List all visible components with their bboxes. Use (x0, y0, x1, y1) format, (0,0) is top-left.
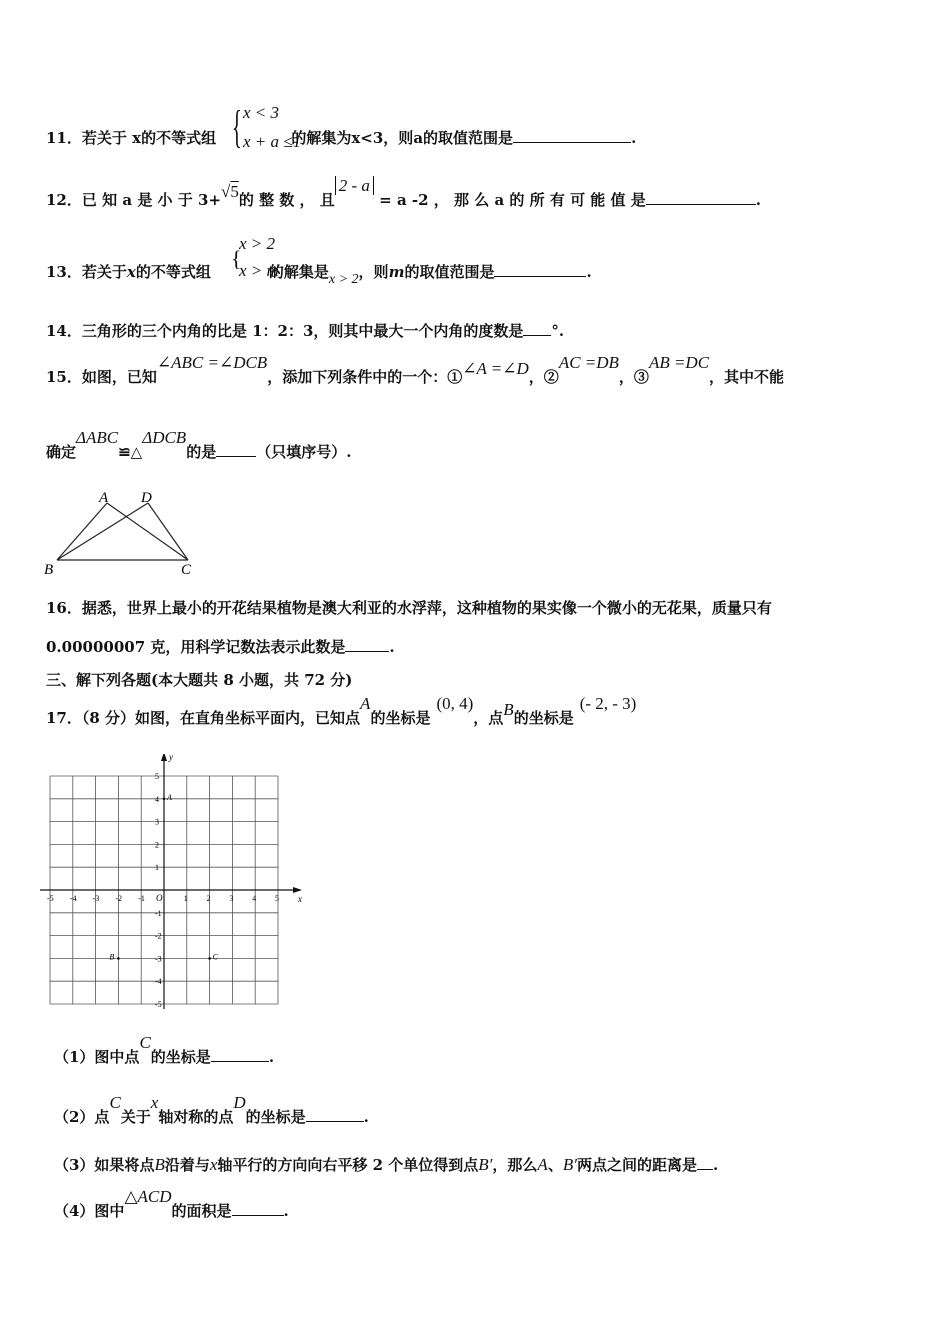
q16-line-2: 0.00000007 克，用科学记数法表示此数是 (46, 638, 346, 656)
question-17 (46, 694, 637, 728)
q11-inequality-1: x < 3 (243, 103, 280, 122)
y-axis-arrow (161, 754, 167, 761)
q12-var-a2: a (494, 191, 505, 209)
y-tick-label: 1 (155, 863, 159, 873)
period: . (283, 1202, 289, 1220)
point-c-marker (208, 957, 211, 960)
axis-x: x (150, 1093, 159, 1112)
answer-blank[interactable] (216, 442, 256, 457)
point-a: A (360, 694, 371, 713)
sub3-text-pre: （3）如果将点 (54, 1156, 155, 1174)
y-tick-label: 3 (155, 817, 159, 827)
q13-text-post: 的解集是 (268, 263, 329, 281)
q12-text-5: 的 所 有 可 能 值 是 (509, 191, 646, 209)
x-axis-arrow (293, 887, 302, 893)
point-b-prime: B′ (478, 1155, 493, 1174)
q15-text-8: （只填序号）. (256, 443, 352, 461)
answer-blank[interactable] (646, 190, 756, 205)
q13-solution: x > 2 (328, 272, 359, 287)
y-tick-label: -4 (155, 977, 162, 987)
point-c: C (109, 1093, 121, 1112)
y-tick-label: 4 (155, 794, 159, 804)
sub-question-3 (54, 1154, 718, 1175)
question-15 (46, 353, 785, 387)
period: . (631, 129, 637, 147)
q13-var-m: m (388, 263, 405, 281)
point-b-label: B (109, 952, 115, 962)
y-tick-label: -1 (155, 908, 162, 918)
x-tick-label: -3 (92, 894, 100, 903)
q13-inequality-1: x > 2 (239, 234, 276, 253)
period: . (586, 263, 592, 281)
question-14 (46, 320, 564, 341)
coord-b: (- 2, - 3) (579, 694, 637, 713)
sub3-text-3: ，那么 (492, 1156, 538, 1174)
congruent-symbol: ≌△ (118, 443, 143, 461)
x-tick-label: 4 (252, 894, 257, 903)
question-number: 12． (46, 191, 82, 209)
q15-text-7: 的是 (186, 443, 217, 461)
sqrt-arg: 5 (230, 182, 239, 201)
sub-question-1 (54, 1033, 275, 1067)
answer-blank[interactable] (513, 128, 631, 143)
sub4-text-post: 的面积是 (171, 1202, 232, 1220)
x-axis-label: x (298, 894, 302, 904)
question-12 (46, 176, 761, 210)
x-tick-label: -4 (69, 894, 77, 903)
q12-text-4: = a -2 ， 那 么 (379, 191, 490, 209)
q13-text-pre: 若关于 (81, 263, 127, 281)
answer-blank[interactable] (345, 637, 389, 652)
answer-blank[interactable] (232, 1201, 284, 1216)
q17-text-4: 的坐标是 (513, 709, 574, 727)
question-16-line-2 (46, 636, 395, 657)
triangle-dcb: ΔDCB (142, 428, 187, 447)
triangle-abc: ΔABC (76, 428, 119, 447)
label-c: C (181, 562, 192, 578)
sub2-text-3: 的坐标是 (245, 1108, 306, 1126)
coordinate-grid (40, 754, 310, 1009)
period: . (363, 1108, 369, 1126)
q13-text-mid: 的不等式组 (135, 263, 211, 281)
q12-text-3: 的 整 数 ， 且 (238, 191, 335, 209)
q11-text-mid: 的不等式组 (141, 129, 217, 147)
q14-text: 14．三角形的三个内角的比是 1：2：3，则其中最大一个内角的度数是 (46, 322, 524, 340)
q11-text-pre: 若关于 (81, 129, 127, 147)
x-tick-label: 3 (229, 894, 234, 903)
q11-var-a: a (413, 129, 424, 147)
sub1-text-pre: （1）图中点 (54, 1048, 140, 1066)
q11-solution: x<3 (351, 129, 384, 147)
question-number: 11． (46, 129, 82, 147)
q17-text-2: 的坐标是 (370, 709, 431, 727)
triangle-acd: △ACD (124, 1187, 172, 1206)
sub3-text-4: 两点之间的距离是 (576, 1156, 697, 1174)
q12-text-1: 已 知 (81, 191, 118, 209)
sub3-sep: 、 (547, 1156, 563, 1174)
axis-x: x (209, 1155, 218, 1174)
q11-inequality-2: x + a ≤1 (243, 132, 302, 151)
y-tick-label: 2 (155, 840, 159, 850)
segment-dc (148, 503, 188, 560)
question-15-line-2 (46, 428, 352, 462)
sub3-text-1: 沿着与 (164, 1156, 210, 1174)
q12-plus: + (208, 191, 222, 209)
x-tick-label: 2 (206, 894, 211, 903)
label-b: B (44, 562, 54, 578)
period: . (712, 1156, 719, 1174)
point-d: D (233, 1093, 246, 1112)
question-number: 13． (46, 263, 82, 281)
q11-text-post: 的解集为 (291, 129, 352, 147)
absolute-value: 2 - a (335, 176, 374, 195)
triangle-figure (40, 486, 210, 581)
q11-text-post3: 的取值范围是 (423, 129, 514, 147)
x-tick-label: -1 (138, 894, 145, 903)
point-a: A (537, 1155, 548, 1174)
answer-blank[interactable] (523, 321, 551, 336)
condition-3: AB =DC (648, 353, 710, 372)
point-b: B (154, 1155, 165, 1174)
q12-three: 3 (198, 191, 209, 209)
point-a-marker (163, 798, 166, 801)
y-tick-label: -3 (155, 954, 162, 964)
segment-ba (57, 503, 107, 560)
condition-1: ∠A =∠D (462, 359, 529, 378)
q17-text-3: ，点 (473, 709, 504, 727)
coord-a: (0, 4) (436, 694, 474, 713)
condition-2: AC =DB (558, 353, 619, 372)
sub1-text-post: 的坐标是 (150, 1048, 211, 1066)
section-title: 三、解下列各题(本大题共 8 小题，共 72 分) (46, 671, 353, 689)
answer-blank[interactable] (697, 1155, 713, 1170)
q15-text-2: ，添加下列条件中的一个：① (267, 368, 463, 386)
system-brace: { (231, 246, 242, 271)
q15-text-3: ，② (528, 368, 559, 386)
point-b: B (503, 700, 514, 719)
sub2-text-2: 轴对称的点 (158, 1108, 234, 1126)
y-tick-label: -5 (155, 1000, 162, 1009)
system-brace: { (232, 101, 242, 152)
label-d: D (141, 490, 152, 506)
answer-blank[interactable] (211, 1047, 269, 1062)
sub2-text-pre: （2）点 (54, 1108, 110, 1126)
sub3-text-2: 轴平行的方向向右平移 2 个单位得到点 (217, 1156, 479, 1174)
question-16 (46, 597, 772, 618)
degree-period: °. (551, 322, 565, 340)
point-c: C (139, 1033, 151, 1052)
answer-blank[interactable] (306, 1107, 364, 1122)
q11-text-post2: ，则 (383, 129, 414, 147)
q15-given: ∠ABC =∠DCB (156, 353, 268, 372)
sub-question-2 (54, 1093, 369, 1127)
q15-text-6: 确定 (46, 443, 77, 461)
x-tick-label: 5 (275, 894, 279, 903)
label-a: A (99, 490, 109, 506)
sub-question-4 (54, 1187, 289, 1221)
q13-inequality-2: x > m (239, 261, 279, 280)
q15-text-1: 15．如图，已知 (46, 368, 157, 386)
sub4-text-pre: （4）图中 (54, 1202, 125, 1220)
segment-bd (57, 503, 148, 560)
y-tick-label: -2 (155, 931, 162, 941)
q11-var-x: x (132, 129, 142, 147)
x-tick-label: -2 (115, 894, 123, 903)
sub2-text-1: 关于 (120, 1108, 151, 1126)
q15-text-4: ，③ (618, 368, 649, 386)
q16-line-1: 16．据悉，世界上最小的开花结果植物是澳大利亚的水浮萍，这种植物的果实像一个微小的无花果，质量只有 (46, 599, 772, 617)
segment-ac (107, 503, 188, 560)
x-tick-label: -5 (47, 894, 54, 903)
q12-text-2: 是 小 于 (137, 191, 193, 209)
sqrt: √5 (221, 182, 239, 201)
period: . (389, 638, 395, 656)
y-axis-label: y (169, 754, 173, 762)
point-b-marker (117, 957, 120, 960)
q15-text-5: ，其中不能 (709, 368, 785, 386)
period: . (268, 1048, 275, 1066)
x-tick-label: 1 (183, 894, 188, 903)
q17-text-1: 17．（8 分）如图，在直角坐标平面内，已知点 (46, 709, 361, 727)
q12-var-a: a (122, 191, 133, 209)
q13-var-x: x (126, 263, 136, 281)
q13-text-post3: 的取值范围是 (404, 263, 495, 281)
period: . (755, 191, 761, 209)
point-c-label: C (212, 952, 218, 962)
q13-text-post2: ，则 (358, 263, 389, 281)
point-a-label: A (167, 792, 172, 802)
y-tick-label: 5 (155, 772, 159, 781)
point-b-prime: B′ (562, 1155, 577, 1174)
origin-label: O (156, 893, 163, 903)
answer-blank[interactable] (494, 262, 586, 277)
